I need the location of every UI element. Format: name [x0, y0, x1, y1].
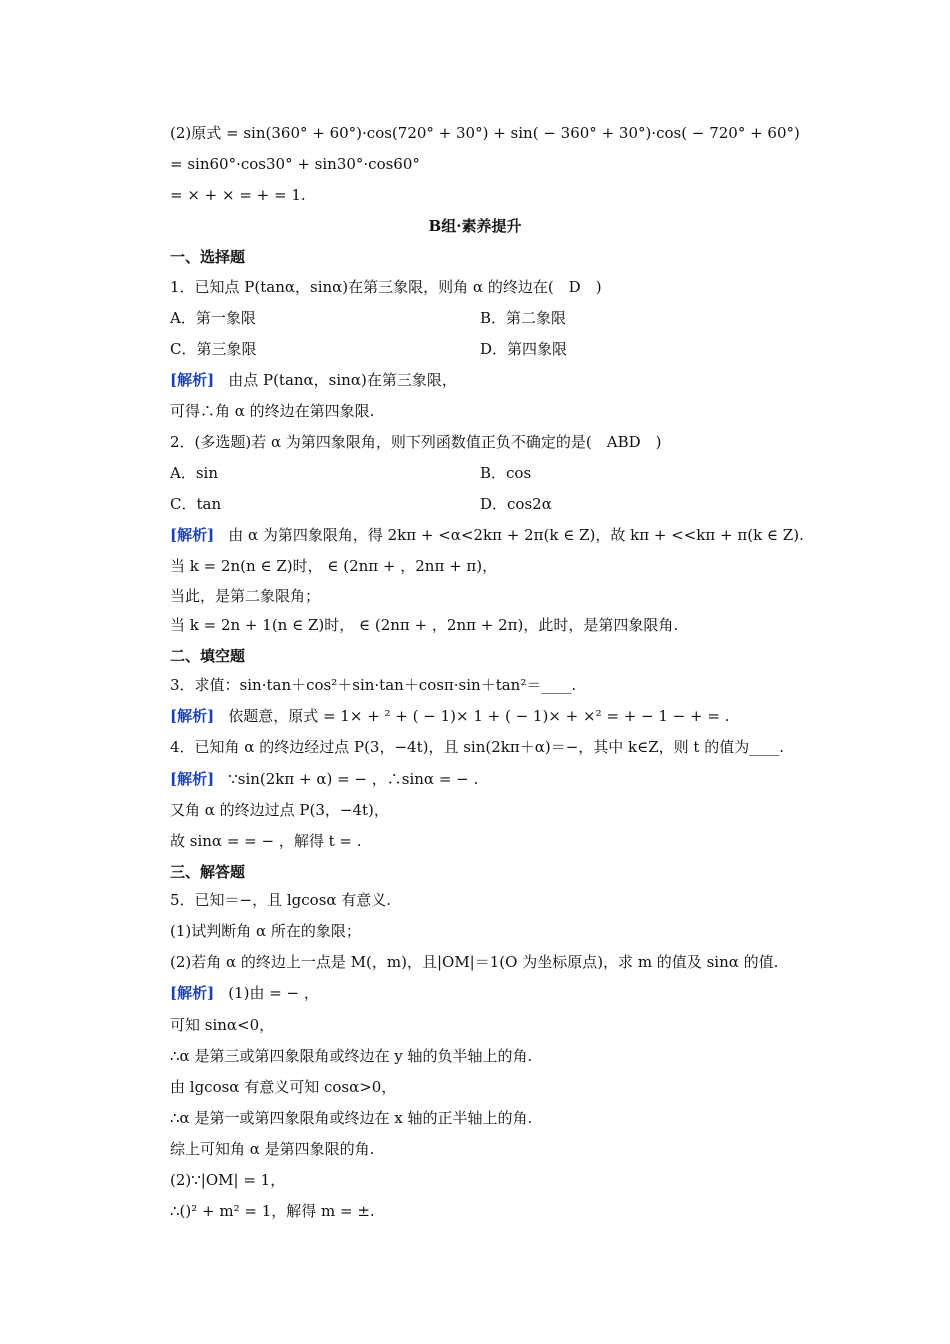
analysis-tag: [解析]	[170, 371, 215, 389]
analysis-line	[170, 370, 457, 390]
analysis-line: 又角 α 的终边过点 P(3，−4t)，	[170, 801, 389, 819]
solution-line: (2)原式 = sin(360° + 60°)·cos(720° + 30°) + sin( − 360° + 30°)·cos( − 720° + 60°)	[170, 124, 800, 142]
analysis-text: 由点 P(tanα，sinα)在第三象限，	[228, 371, 457, 389]
analysis-line	[170, 983, 319, 1003]
option-b: B．cos	[480, 464, 532, 482]
analysis-text: 由 α 为第四象限角，得 2kπ + <α<2kπ + 2π(k ∈ Z)，故 kπ + <<kπ + π(k ∈ Z).	[228, 526, 804, 544]
section-heading: 一、选择题	[170, 248, 246, 266]
analysis-text: (1)由 = − ，	[228, 984, 319, 1002]
analysis-line: ∴α 是第三或第四象限角或终边在 y 轴的负半轴上的角.	[170, 1047, 533, 1065]
question-part: (2)若角 α 的终边上一点是 M(，m)，且|OM|＝1(O 为坐标原点)，求 m 的值及 sinα 的值.	[170, 953, 779, 971]
option-d: D．第四象限	[480, 340, 568, 358]
analysis-line: 综上可知角 α 是第四象限的角.	[170, 1140, 375, 1158]
analysis-line: 当 k = 2n(n ∈ Z)时， ∈ (2nπ + ，2nπ + π)，	[170, 557, 498, 575]
analysis-tag: [解析]	[170, 526, 215, 544]
analysis-line: 当此，是第二象限角；	[170, 587, 321, 605]
analysis-tag: [解析]	[170, 770, 215, 788]
option-c: C．tan	[170, 495, 222, 513]
analysis-tag: [解析]	[170, 707, 215, 725]
option-d: D．cos2α	[480, 495, 552, 513]
analysis-line: ∴()² + m² = 1，解得 m = ±.	[170, 1202, 375, 1220]
group-title: B组·素养提升	[428, 217, 522, 235]
analysis-line	[170, 769, 478, 789]
solution-line: = sin60°·cos30° + sin30°·cos60°	[170, 155, 420, 173]
analysis-text: ∵sin(2kπ + α) = − ，∴sinα = − .	[228, 770, 479, 788]
question-stem: 1．已知点 P(tanα，sinα)在第三象限，则角 α 的终边在( D )	[170, 278, 602, 296]
analysis-line	[170, 525, 804, 545]
section-heading: 二、填空题	[170, 647, 246, 665]
option-b: B．第二象限	[480, 309, 567, 327]
analysis-line	[170, 706, 729, 726]
section-heading: 三、解答题	[170, 863, 246, 881]
analysis-line: (2)∵|OM| = 1，	[170, 1171, 286, 1189]
option-a: A．sin	[170, 464, 218, 482]
question-stem: 4．已知角 α 的终边经过点 P(3，−4t)，且 sin(2kπ＋α)＝−，其中 k∈Z，则 t 的值为____.	[170, 738, 784, 756]
analysis-line: 由 lgcosα 有意义可知 cosα>0，	[170, 1078, 397, 1096]
analysis-text: 依题意，原式 = 1× + ² + ( − 1)× 1 + ( − 1)× + ×² = + − 1 − + = .	[228, 707, 730, 725]
analysis-line: 当 k = 2n + 1(n ∈ Z)时， ∈ (2nπ + ，2nπ + 2π)，此时，是第四象限角.	[170, 616, 679, 634]
analysis-line: ∴α 是第一或第四象限角或终边在 x 轴的正半轴上的角.	[170, 1109, 533, 1127]
option-a: A．第一象限	[170, 309, 256, 327]
analysis-tag: [解析]	[170, 984, 215, 1002]
question-stem: 3．求值：sin·tan＋cos²＋sin·tan＋cosπ·sin＋tan²＝____.	[170, 676, 577, 694]
analysis-line: 故 sinα = = − ，解得 t = .	[170, 832, 362, 850]
analysis-line: 可得∴角 α 的终边在第四象限.	[170, 402, 375, 420]
question-stem: 2．(多选题)若 α 为第四象限角，则下列函数值正负不确定的是( ABD )	[170, 433, 662, 451]
question-part: (1)试判断角 α 所在的象限；	[170, 922, 361, 940]
question-stem: 5．已知＝−，且 lgcosα 有意义.	[170, 891, 392, 909]
solution-line: = × + × = + = 1.	[170, 186, 306, 204]
option-c: C．第三象限	[170, 340, 257, 358]
analysis-line: 可知 sinα<0，	[170, 1016, 275, 1034]
